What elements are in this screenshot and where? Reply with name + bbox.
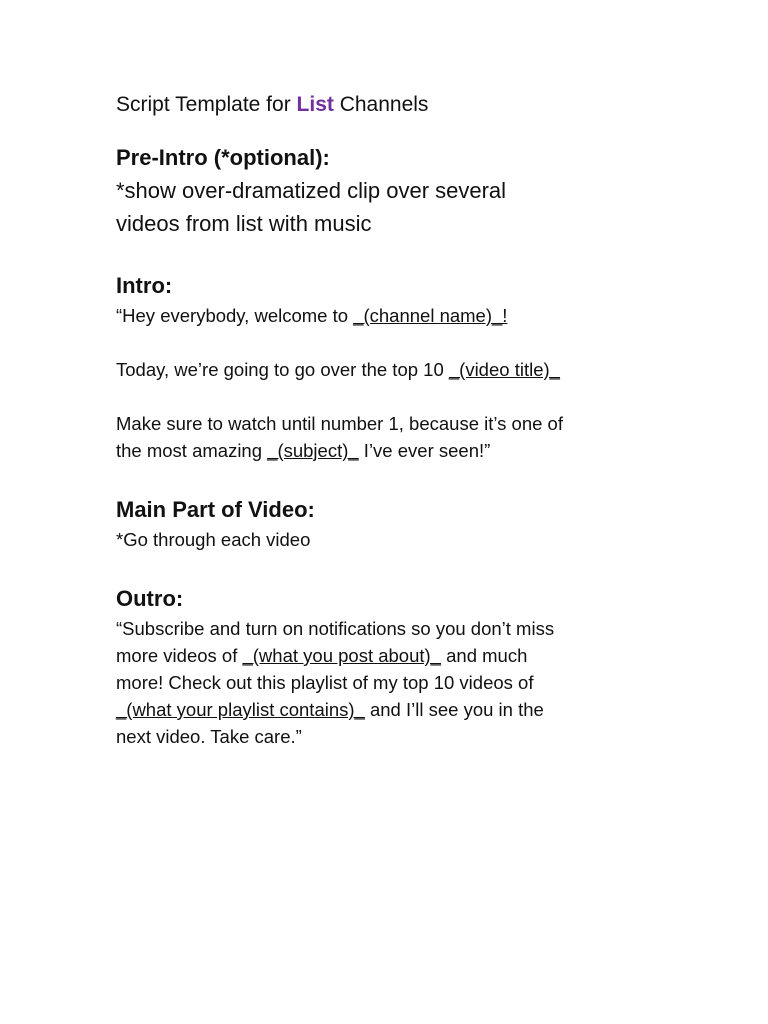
section-spacer [116, 464, 656, 494]
intro-paragraph-1 [116, 302, 656, 329]
outro-line-2 [116, 642, 656, 669]
title-accent: List [296, 93, 334, 116]
intro-p3-text-b: I’ve ever seen!” [358, 440, 491, 461]
outro-line-4-text: and I’ll see you in the [364, 699, 544, 720]
main-part-heading: Main Part of Video: [116, 497, 315, 522]
document-content [116, 88, 656, 750]
outro-line-5: next video. Take care.” [116, 726, 302, 747]
intro-paragraph-3-line-1: Make sure to watch until number 1, because it’s one of [116, 413, 563, 434]
outro-line-2-text-b: and much [440, 645, 528, 666]
playlist-contains-blank: _(what your playlist contains)_ [116, 699, 365, 720]
outro-line-2-text-a: more videos of [116, 645, 243, 666]
intro-p2-text: Today, we’re going to go over the top 10 [116, 359, 449, 380]
outro-line-3: more! Check out this playlist of my top 10 videos of [116, 672, 534, 693]
title-suffix: Channels [333, 93, 429, 116]
intro-p3-text-a: the most amazing [116, 440, 268, 461]
outro-line-1: “Subscribe and turn on notifications so you don’t miss [116, 618, 555, 639]
channel-name-blank: _(channel name)_! [353, 305, 508, 326]
intro-p1-text: “Hey everybody, welcome to [116, 305, 354, 326]
intro-heading: Intro: [116, 273, 173, 298]
post-about-blank: _(what you post about)_ [242, 645, 441, 666]
outro-line-4 [116, 696, 656, 723]
intro-paragraph-2 [116, 356, 656, 383]
main-part-line-1: *Go through each video [116, 529, 311, 550]
subject-blank: _(subject)_ [267, 440, 359, 461]
intro-paragraph-3-line-2 [116, 437, 656, 464]
pre-intro-line-1: *show over-dramatized clip over several [116, 178, 507, 203]
paragraph-spacer [116, 329, 656, 356]
paragraph-spacer [116, 383, 656, 410]
video-title-blank: _(video title)_ [448, 359, 560, 380]
document-title [116, 88, 656, 122]
outro-heading: Outro: [116, 586, 184, 611]
section-spacer [116, 240, 656, 270]
section-spacer [116, 553, 656, 583]
pre-intro-line-2: videos from list with music [116, 211, 372, 236]
pre-intro-heading: Pre-Intro (*optional): [116, 145, 330, 170]
title-prefix: Script Template for [116, 93, 297, 116]
